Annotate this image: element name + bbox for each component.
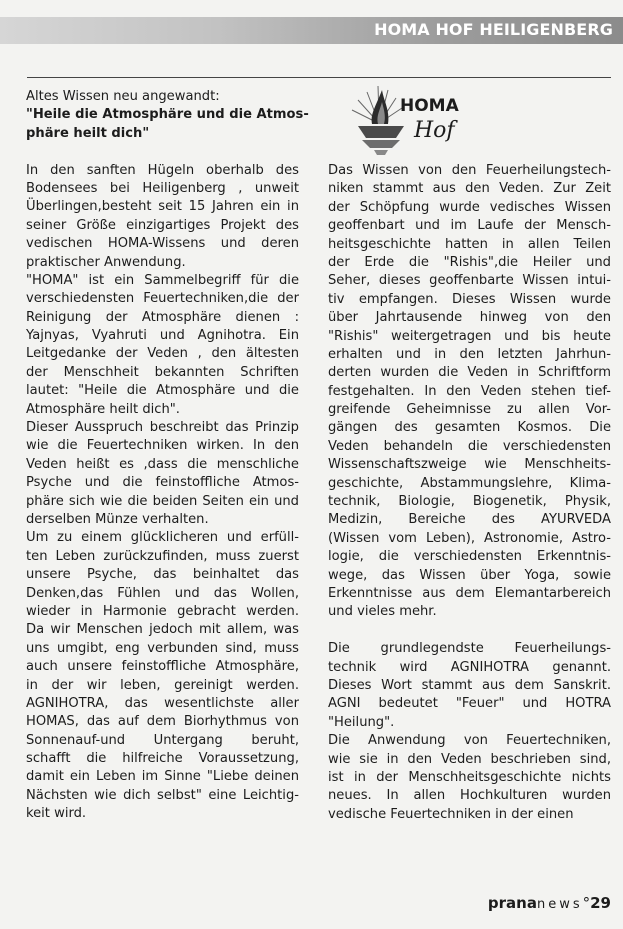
text-line: vedischen HOMA-Wissens und deren bbox=[26, 236, 299, 252]
text-line: damit ein Leben im Sinne "Liebe deinen bbox=[26, 769, 299, 785]
footer-separator: ° bbox=[582, 894, 591, 912]
text-line: HOMAS, das auf dem Biorhythmus von bbox=[26, 714, 299, 730]
text-line: phäre sich wie die beiden Seiten ein und bbox=[26, 493, 299, 509]
text-line bbox=[328, 622, 611, 640]
text-line: "Heilung". bbox=[328, 714, 395, 730]
text-line: der Menschheit bekannten Schriften bbox=[26, 364, 299, 380]
section-header-title: HOMA HOF HEILIGENBERG bbox=[374, 20, 613, 39]
text-line: schafft die hilfreiche Voraussetzung, bbox=[26, 751, 299, 767]
text-line: wie sie in den Veden beschrieben sind, bbox=[328, 751, 611, 767]
text-line: Dieses Wort stammt aus dem Sanskrit. bbox=[328, 677, 611, 693]
logo-word-homa: HOMA bbox=[400, 96, 459, 116]
text-line: heitsgeschichte hatten in allen Teilen bbox=[328, 236, 611, 252]
section-header-bar bbox=[0, 17, 623, 44]
text-line: ten Leben zurückzufinden, muss zuerst bbox=[26, 548, 299, 564]
text-line: Überlingen,besteht seit 15 Jahren ein in bbox=[26, 199, 299, 215]
text-line: und vieles mehr. bbox=[328, 604, 437, 620]
text-line: technik, Biologie, Biogenetik, Physik, bbox=[328, 494, 611, 510]
text-line: verschiedensten Feuertechniken,die der bbox=[26, 291, 299, 307]
text-line: In den sanften Hügeln oberhalb des bbox=[26, 162, 299, 178]
text-line: phäre heilt dich" bbox=[26, 125, 150, 141]
text-line: Denken,das Fühlen und das Wollen, bbox=[26, 585, 299, 601]
text-line: (Wissen vom Leben), Astronomie, Astro- bbox=[328, 530, 611, 546]
text-line: keit wird. bbox=[26, 806, 87, 822]
text-line: vedische Feuertechniken in der einen bbox=[328, 806, 574, 822]
text-line: Veden heißt es ,dass die menschliche bbox=[26, 456, 299, 472]
text-line: in der wir leben, gereinigt werden. bbox=[26, 677, 299, 693]
flame-bowl-icon bbox=[340, 80, 476, 160]
text-line: Leitgedanke der Veden , den ältesten bbox=[26, 346, 299, 362]
text-line: Reinigung der Atmosphäre dienen : bbox=[26, 309, 299, 325]
text-line: Altes Wissen neu angewandt: bbox=[26, 89, 220, 104]
right-text-column bbox=[328, 162, 611, 824]
text-line: AGNIHOTRA, das wesentlichste aller bbox=[26, 695, 299, 711]
text-line: Bodensees bei Heiligenberg , unweit bbox=[26, 180, 299, 196]
text-line: Das Wissen von den Feuerheilungstech- bbox=[328, 163, 611, 178]
text-line: Erkenntnisse aus dem Elemantarbereich bbox=[328, 585, 611, 601]
text-line: technik wird AGNIHOTRA genannt. bbox=[328, 659, 611, 675]
text-line: neues. In allen Hochkulturen wurden bbox=[328, 788, 611, 804]
text-line: tiv empfangen. Dieses Wissen wurde bbox=[328, 291, 611, 307]
text-line: festgehalten. In den Veden stehen tief- bbox=[328, 383, 611, 399]
left-text-column bbox=[26, 88, 309, 824]
text-line: Wissenschaftszweige wie Menschheits- bbox=[328, 457, 611, 473]
text-line: Da wir Menschen jedoch mit allem, was bbox=[26, 622, 299, 638]
text-line: AGNI bedeutet "Feuer" und HOTRA bbox=[328, 696, 611, 712]
text-line: niken stammt aus den Veden. Zur Zeit bbox=[328, 181, 611, 197]
text-line: der Erde die "Rishis",die Heiler und bbox=[328, 254, 611, 270]
text-line: seiner Größe einzigartiges Projekt des bbox=[26, 217, 299, 233]
text-line: logie, die verschiedensten Erkenntnis- bbox=[328, 549, 611, 565]
magazine-name-spaced: news bbox=[536, 897, 583, 912]
top-rule bbox=[27, 77, 611, 78]
text-line: "Rishis" weitergetragen und bis heute bbox=[328, 328, 611, 344]
text-line: ist in der Menschheitsgeschichte nichts bbox=[328, 769, 611, 785]
text-line: Veden behandeln die verschiedensten bbox=[328, 438, 611, 454]
text-line: wieder in Harmonie gebracht werden. bbox=[26, 603, 299, 619]
text-line: Medizin, Bereiche des AYURVEDA bbox=[328, 512, 611, 528]
magazine-name-bold: prana bbox=[487, 894, 537, 912]
text-line: lautet: "Heile die Atmosphäre und die bbox=[26, 383, 299, 399]
text-line: Atmosphäre heilt dich". bbox=[26, 401, 180, 417]
text-line: Psyche und die feinstoffliche Atmos- bbox=[26, 475, 299, 491]
text-line: der Schöpfung wurde vedisches Wissen bbox=[328, 199, 611, 215]
page-footer bbox=[488, 894, 611, 912]
text-line: Um zu einem glücklicheren und erfüll- bbox=[26, 530, 299, 546]
text-line: wege, das Wissen über Yoga, sowie bbox=[328, 567, 611, 583]
text-line: praktischer Anwendung. bbox=[26, 254, 186, 270]
text-line: erhalten und in den letzten Jahrhun- bbox=[328, 346, 611, 362]
text-line: Sonnenauf-und Untergang beruht, bbox=[26, 732, 299, 748]
text-line: derten wurden die Veden in Schriftform bbox=[328, 365, 611, 381]
text-line: "Heile die Atmosphäre und die Atmos- bbox=[26, 107, 309, 123]
text-line: "HOMA" ist ein Sammelbegriff für die bbox=[26, 272, 299, 288]
text-line: geoffenbart und im Laufe der Mensch- bbox=[328, 218, 611, 234]
page-number: 29 bbox=[590, 894, 611, 912]
logo-word-hof: Hof bbox=[414, 118, 455, 143]
text-line: wie die Feuertechniken wirken. In den bbox=[26, 438, 299, 454]
text-line: Dieser Ausspruch beschreibt das Prinzip bbox=[26, 420, 299, 436]
text-line: über Jahrtausende hinweg von den bbox=[328, 310, 611, 326]
text-line: Die Anwendung von Feuertechniken, bbox=[328, 733, 611, 749]
text-line: geschichte, Abstammungslehre, Klima- bbox=[328, 475, 611, 491]
text-line: Nächsten wie dich selbst" eine Leichtig- bbox=[26, 787, 299, 803]
text-line bbox=[26, 143, 299, 161]
text-line: greifende Geheimnisse zu allen Vor- bbox=[328, 402, 611, 418]
text-line: Die grundlegendste Feuerheilungs- bbox=[328, 641, 611, 657]
text-line: unsere Psyche, das beinhaltet das bbox=[26, 567, 299, 583]
text-line: auch unsere feinstoffliche Atmosphäre, bbox=[26, 659, 299, 675]
text-line: uns umgibt, eng verbunden sind, muss bbox=[26, 640, 299, 656]
text-line: gängen des gesamten Kosmos. Die bbox=[328, 420, 611, 436]
text-line: derselben Münze verhalten. bbox=[26, 511, 209, 527]
text-line: Seher, dieses geoffenbarte Wissen intui- bbox=[328, 273, 611, 289]
text-line: Yajnyas, Vyahruti und Agnihotra. Ein bbox=[26, 328, 299, 344]
homa-hof-logo bbox=[340, 80, 476, 160]
